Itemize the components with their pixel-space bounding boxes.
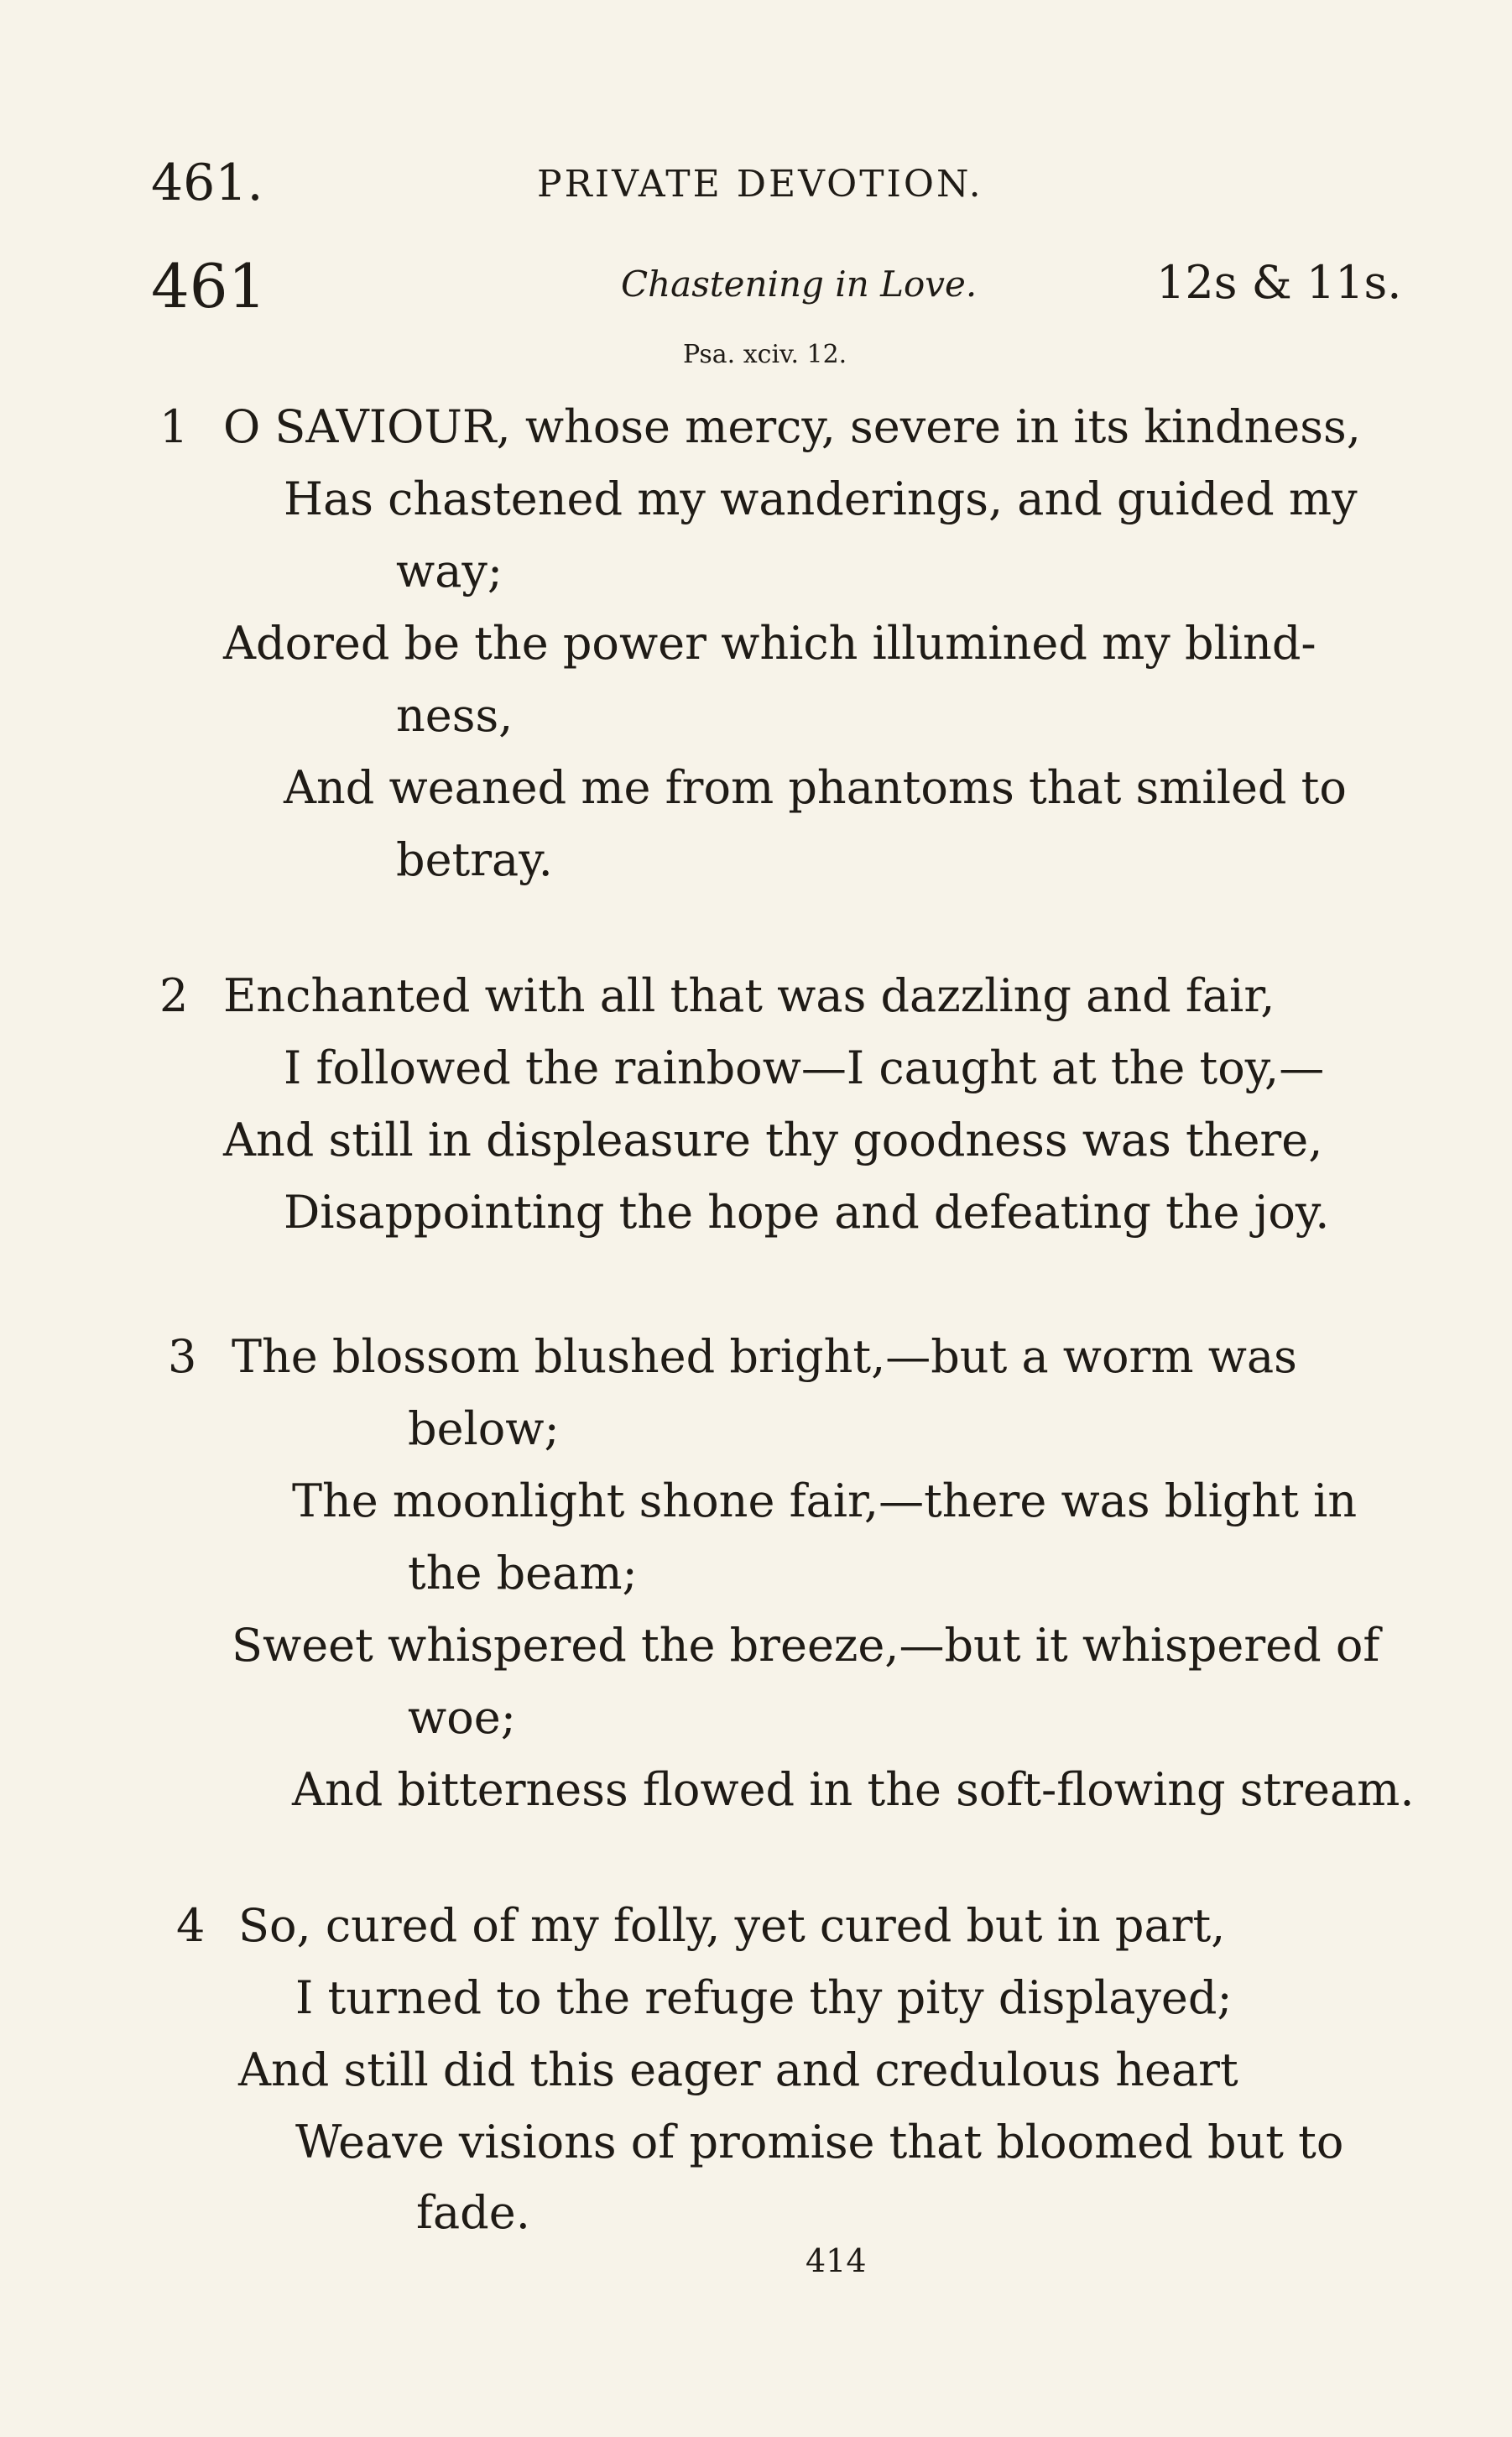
verse-1-line-2: Has chastened my wanderings, and guided my <box>284 472 1358 525</box>
verse-3-line-5: Sweet whispered the breeze,—but it whispered of <box>232 1619 1380 1672</box>
hymn-meter: 12s & 11s. <box>1156 256 1402 309</box>
verse-1-line-5: ness, <box>396 689 514 742</box>
verse-3-line-3: The moonlight shone fair,—there was blight in <box>292 1474 1358 1527</box>
verse-4-line-1: So, cured of my folly, yet cured but in part, <box>238 1899 1226 1952</box>
verse-3-line-4: the beam; <box>408 1547 638 1599</box>
verse-1-line-6: And weaned me from phantoms that smiled to <box>284 761 1347 814</box>
verse-3-line-6: woe; <box>408 1691 516 1744</box>
verse-2-line-1: Enchanted with all that was dazzling and fair, <box>223 969 1275 1022</box>
verse-3-line-2: below; <box>408 1402 560 1455</box>
hymn-title: Chastening in Love. <box>621 264 978 305</box>
verse-3-line-7: And bitterness flowed in the soft-flowing stream. <box>292 1763 1415 1816</box>
verse-1-line-7: betray. <box>396 833 553 886</box>
verse-3-number: 3 <box>168 1330 197 1383</box>
verse-2-line-3: And still in displeasure thy goodness was there, <box>223 1114 1323 1166</box>
verse-2-line-2: I followed the rainbow—I caught at the toy,— <box>284 1041 1325 1094</box>
verse-2-line-4: Disappointing the hope and defeating the joy. <box>284 1186 1330 1239</box>
verse-1-line-1: O SAVIOUR, whose mercy, severe in its kindness, <box>223 400 1361 453</box>
verse-3-line-1: The blossom blushed bright,—but a worm was <box>232 1330 1297 1383</box>
running-header-title: PRIVATE DEVOTION. <box>537 163 983 206</box>
verse-2-number: 2 <box>159 969 189 1022</box>
running-header-hymn-number: 461. <box>151 154 263 212</box>
verse-4-line-4: Weave visions of promise that bloomed but to <box>295 2116 1344 2168</box>
hymn-number: 461 <box>151 251 267 321</box>
verse-4-line-2: I turned to the refuge thy pity displayed; <box>295 1971 1233 2024</box>
verse-1-number: 1 <box>159 400 189 453</box>
verse-1-line-3: way; <box>396 545 503 598</box>
verse-4-number: 4 <box>176 1899 206 1952</box>
scripture-reference: Psa. xciv. 12. <box>683 340 847 369</box>
verse-4-line-5: fade. <box>416 2186 530 2239</box>
page-number: 414 <box>806 2242 867 2279</box>
verse-1-line-4: Adored be the power which illumined my blind- <box>223 617 1316 670</box>
verse-4-line-3: And still did this eager and credulous heart <box>238 2043 1238 2096</box>
